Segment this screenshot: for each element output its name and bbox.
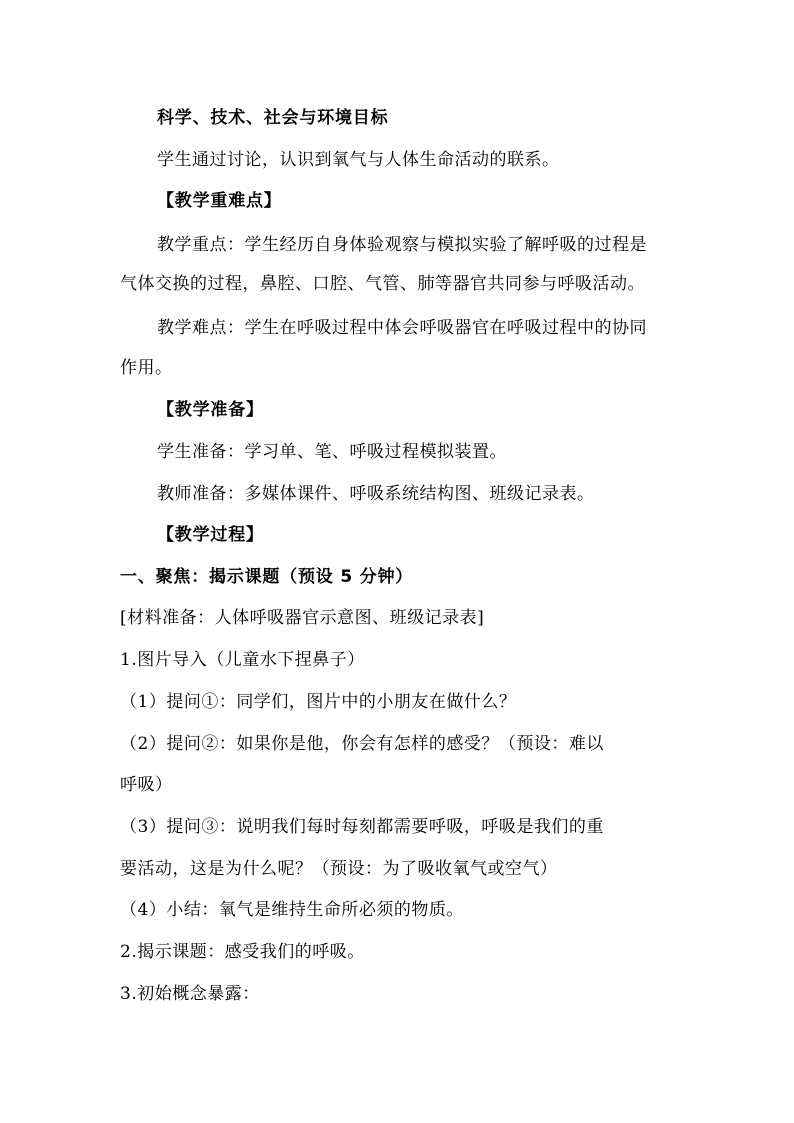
- question-2-line-2: 呼吸）: [120, 775, 173, 795]
- difficulty-line-2: 作用。: [120, 358, 173, 378]
- question-1: （1）提问①：同学们，图片中的小朋友在做什么？: [120, 692, 517, 712]
- key-point-line-2: 气体交换的过程，鼻腔、口腔、气管、肺等器官共同参与呼吸活动。: [120, 274, 645, 294]
- summary: （4）小结：氧气是维持生命所必须的物质。: [120, 900, 464, 920]
- key-points-heading: 【教学重难点】: [157, 191, 282, 211]
- question-3-line-1: （3）提问③：说明我们每时每刻都需要呼吸，呼吸是我们的重: [120, 817, 604, 837]
- materials-note: [材料准备：人体呼吸器官示意图、班级记录表]: [120, 608, 485, 628]
- item-1: 1.图片导入（儿童水下捏鼻子）: [120, 650, 365, 670]
- sts-goal-text: 学生通过讨论，认识到氧气与人体生命活动的联系。: [157, 150, 560, 170]
- sts-goal-heading: 科学、技术、社会与环境目标: [157, 108, 389, 128]
- item-3: 3.初始概念暴露：: [120, 984, 260, 1004]
- question-2-line-1: （2）提问②：如果你是他，你会有怎样的感受？（预设：难以: [120, 734, 604, 754]
- difficulty-line-1: 教学难点：学生在呼吸过程中体会呼吸器官在呼吸过程中的协同: [157, 318, 647, 338]
- step1-heading: 一、聚焦：揭示课题（预设 5 分钟）: [120, 567, 414, 587]
- item-2: 2.揭示课题：感受我们的呼吸。: [120, 942, 365, 962]
- prep-heading: 【教学准备】: [157, 400, 264, 420]
- key-point-line-1: 教学重点：学生经历自身体验观察与模拟实验了解呼吸的过程是: [157, 235, 647, 255]
- question-3-line-2: 要活动，这是为什么呢？（预设：为了吸收氧气或空气）: [120, 859, 558, 879]
- student-prep: 学生准备：学习单、笔、呼吸过程模拟装置。: [157, 442, 507, 462]
- teacher-prep: 教师准备：多媒体课件、呼吸系统结构图、班级记录表。: [157, 484, 595, 504]
- process-heading: 【教学过程】: [157, 525, 264, 545]
